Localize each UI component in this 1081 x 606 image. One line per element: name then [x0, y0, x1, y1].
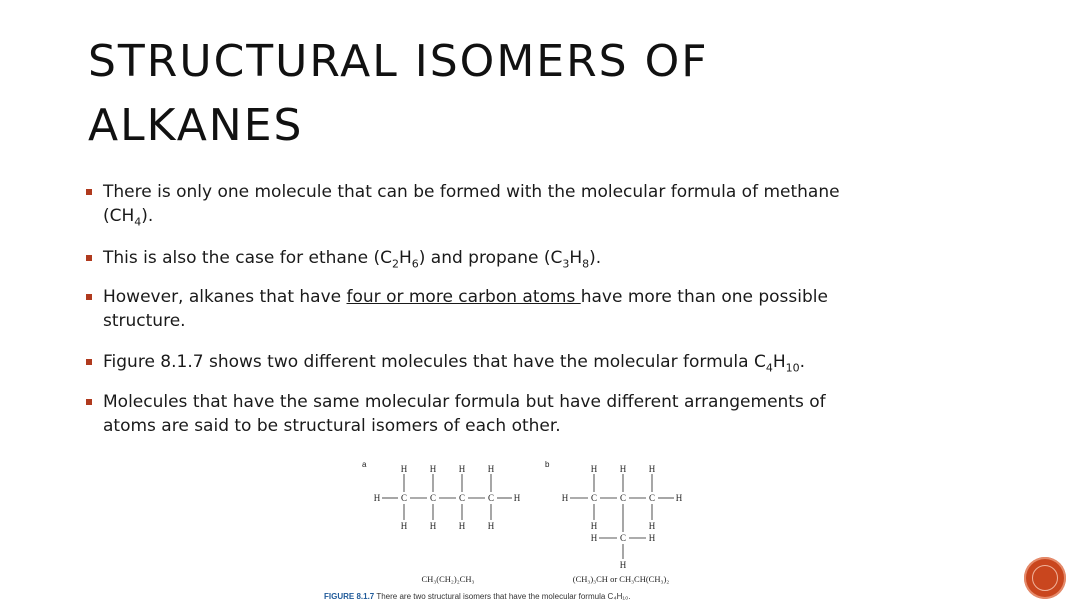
atom-c: C	[458, 493, 466, 503]
bullet-2-part: H	[398, 248, 412, 268]
bullet-2-part: H	[569, 248, 583, 268]
bullet-marker	[86, 255, 92, 261]
atom-h: H	[513, 493, 521, 503]
bullet-1-formula: (CH	[103, 206, 135, 226]
bullet-marker	[86, 294, 92, 300]
atom-c: C	[487, 493, 495, 503]
atom-c: C	[429, 493, 437, 503]
atom-h: H	[648, 464, 656, 474]
figure-caption-text: There are two structural isomers that have the molecular formula C₄H₁₀.	[374, 592, 631, 601]
subscript: 4	[765, 361, 773, 375]
atom-h: H	[590, 521, 598, 531]
atom-h: H	[487, 521, 495, 531]
atom-h: H	[648, 533, 656, 543]
bullet-4-text: Figure 8.1.7 shows two different molecules that have the molecular formula C	[103, 352, 766, 372]
bullet-5-end: atoms are said to be structural isomers of each other.	[103, 416, 561, 436]
isomer-diagram	[300, 455, 780, 590]
figure-caption	[324, 592, 631, 601]
bullet-item-5	[86, 390, 966, 438]
bullet-item-2	[86, 246, 966, 270]
atom-h: H	[458, 521, 466, 531]
slide-title	[88, 30, 988, 158]
atom-h: H	[590, 533, 598, 543]
figure-caption-label: FIGURE 8.1.7	[324, 592, 375, 601]
bullet-item-4	[86, 350, 966, 374]
butane-atoms	[374, 464, 521, 531]
subscript: 6	[411, 257, 419, 271]
atom-c: C	[619, 493, 627, 503]
formula-b: (CH₃)₃CH or CH₃CH(CH₃)₂	[572, 574, 670, 584]
atom-h: H	[648, 521, 656, 531]
bullet-marker	[86, 359, 92, 365]
subscript: 10	[785, 361, 800, 375]
methylpropane-atoms	[562, 464, 683, 570]
atom-c: C	[590, 493, 598, 503]
bullet-4-part: H	[772, 352, 786, 372]
atom-c: C	[400, 493, 408, 503]
bullet-2-part: ) and propane (C	[418, 248, 563, 268]
subscript: 2	[391, 257, 399, 271]
atom-h: H	[400, 521, 408, 531]
atom-c: C	[648, 493, 656, 503]
atom-h: H	[429, 464, 437, 474]
atom-h: H	[619, 560, 627, 570]
nav-button-ring	[1032, 565, 1058, 591]
subscript: 3	[562, 257, 570, 271]
bullet-2-end: ).	[589, 248, 602, 268]
subscript: 8	[582, 257, 590, 271]
label-b: b	[545, 460, 550, 469]
title-line-2: ALKANES	[88, 100, 304, 151]
bullet-item-1	[86, 180, 966, 228]
subscript: 4	[134, 215, 142, 229]
methylpropane-structure	[570, 474, 674, 559]
bullet-4-end: .	[799, 352, 806, 372]
bullet-5-text: Molecules that have the same molecular formula but have different arrangements of	[103, 392, 826, 412]
bullet-marker	[86, 189, 92, 195]
atom-h: H	[458, 464, 466, 474]
bullet-3-part: have more than one possible	[580, 287, 828, 307]
atom-c: C	[619, 533, 627, 543]
bullet-1-text: There is only one molecule that can be formed with the molecular formula of methane	[103, 182, 840, 202]
circle-nav-icon[interactable]	[1024, 557, 1066, 599]
atom-h: H	[429, 521, 437, 531]
atom-h: H	[561, 493, 569, 503]
title-line-1: STRUCTURAL ISOMERS OF	[88, 36, 709, 87]
structural-formula-figure	[300, 455, 780, 605]
atom-h: H	[487, 464, 495, 474]
bullet-marker	[86, 399, 92, 405]
underlined-phrase: four or more carbon atoms	[346, 287, 581, 307]
atom-h: H	[675, 493, 683, 503]
bullet-3-text: However, alkanes that have	[103, 287, 347, 307]
bullet-1-end: ).	[141, 206, 154, 226]
atom-h: H	[400, 464, 408, 474]
bullet-3-end: structure.	[103, 311, 186, 331]
label-a: a	[362, 460, 367, 469]
bullet-2-text: This is also the case for ethane (C	[103, 248, 392, 268]
atom-h: H	[373, 493, 381, 503]
atom-h: H	[590, 464, 598, 474]
atom-h: H	[619, 464, 627, 474]
bullet-item-3	[86, 285, 966, 333]
formula-a: CH₃(CH₂)₂CH₃	[421, 574, 475, 584]
